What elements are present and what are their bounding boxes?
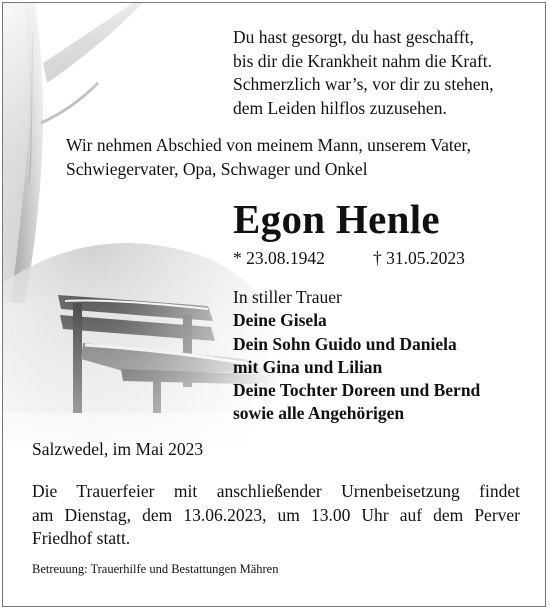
mourner-line: Dein Sohn Guido und Daniela [233,333,457,354]
deceased-name: Egon Henle [233,196,440,242]
funeral-service-info [32,480,520,551]
poem [233,26,494,120]
mourners-heading: In stiller Trauer [233,287,342,307]
intro-line: Wir nehmen Abschied von meinem Mann, unserem Vater, [66,135,472,155]
mourners-block [233,286,480,426]
service-line: Die Trauerfeier mit anschließender Urnenbeisetzung findet [32,481,520,501]
mourner-line: Deine Gisela [233,310,327,331]
death-date: † 31.05.2023 [373,248,465,268]
funeral-home-credit: Betreuung: Trauerhilfe und Bestattungen Mähren [32,562,279,576]
poem-line: Schmerzlich war’s, vor dir zu stehen, [233,74,494,94]
poem-line: bis dir die Krankheit nahm die Kraft. [233,50,493,71]
intro-line: Schwiegervater, Opa, Schwager und Onkel [66,158,368,179]
mourner-line: sowie alle Angehörigen [233,403,405,424]
mourner-line: mit Gina und Lilian [233,356,383,377]
birth-date: * 23.08.1942 [233,248,325,268]
place-and-date: Salzwedel, im Mai 2023 [32,439,204,459]
service-line: am Dienstag, dem 13.06.2023, um 13.00 Uhr auf dem Perver [32,504,520,525]
mourner-line: Deine Tochter Doreen und Bernd [233,380,481,401]
poem-line: Du hast gesorgt, du hast geschafft, [233,27,474,47]
farewell-intro [66,134,471,181]
service-line: Friedhof statt. [32,528,131,548]
poem-line: dem Leiden hilflos zuzusehen. [233,97,447,118]
